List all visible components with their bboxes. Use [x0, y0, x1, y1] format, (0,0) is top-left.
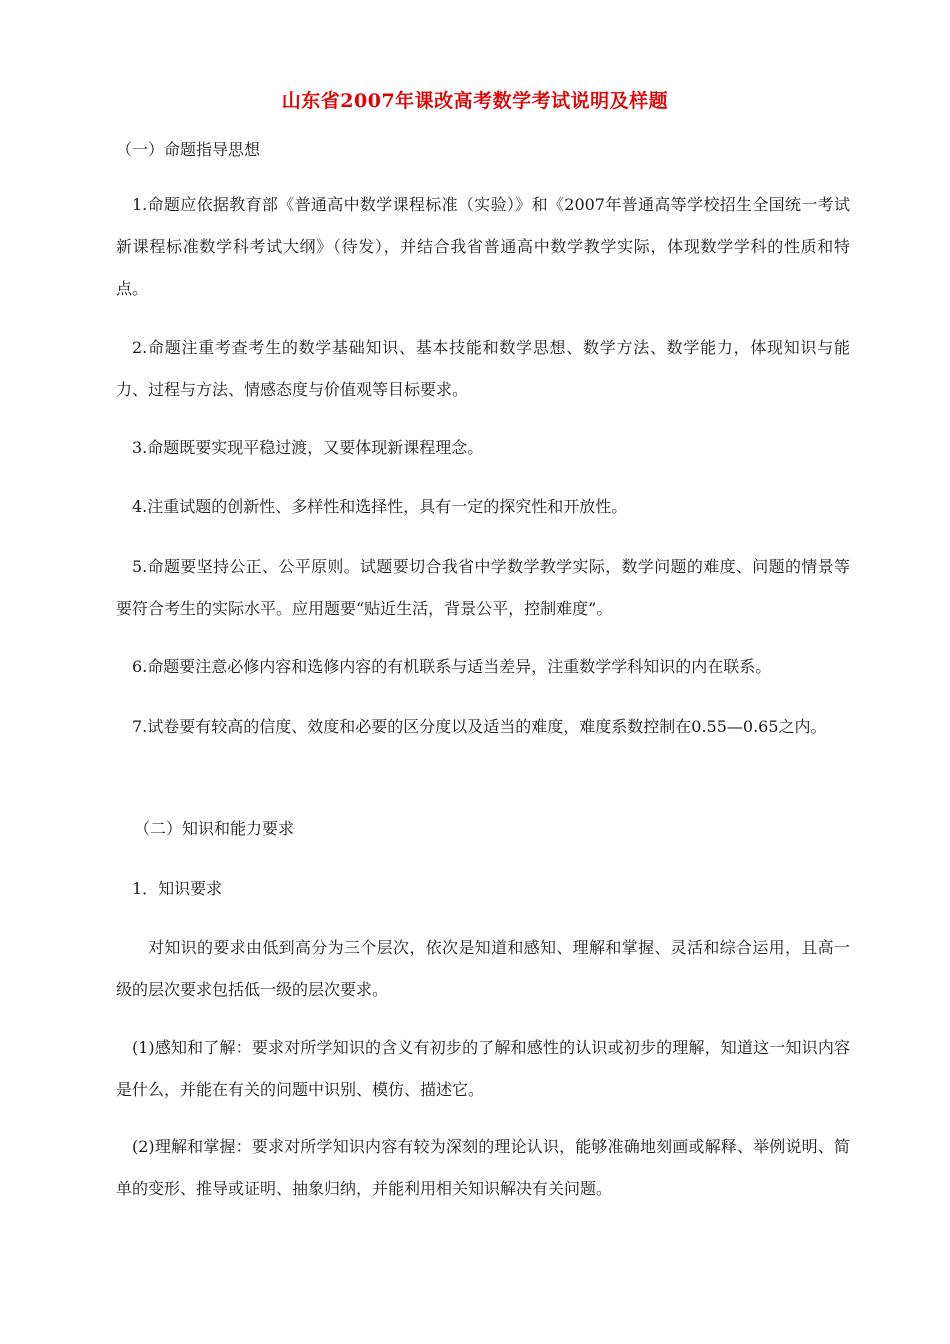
paragraph-principle-5: 5.命题要坚持公正、公平原则。试题要切合我省中学数学教学实际，数学问题的难度、问题的情景等要符合考生的实际水平。应用题要“贴近生活，背景公平，控制难度”。 [116, 557, 850, 618]
paragraph-knowledge-levels: 对知识的要求由低到高分为三个层次，依次是知道和感知、理解和掌握、灵活和综合运用，且高一级的层次要求包括低一级的层次要求。 [116, 938, 850, 999]
paragraph-principle-3: 3.命题既要实现平稳过渡，又要体现新课程理念。 [132, 438, 484, 457]
paragraph-level-perceive: (1)感知和了解：要求对所学知识的含义有初步的了解和感性的认识或初步的理解，知道这一知识内容是什么，并能在有关的问题中识别、模仿、描述它。 [116, 1038, 850, 1099]
section-heading-knowledge-ability: （二）知识和能力要求 [134, 819, 295, 838]
paragraph-principle-6: 6.命题要注意必修内容和选修内容的有机联系与适当差异，注重数学学科知识的内在联系。 [132, 657, 772, 676]
paragraph-principle-7: 7.试卷要有较高的信度、效度和必要的区分度以及适当的难度，难度系数控制在0.55—0.65之内。 [132, 717, 827, 736]
paragraph-principle-4: 4.注重试题的创新性、多样性和选择性，具有一定的探究性和开放性。 [132, 497, 628, 516]
section-heading-guiding-principles: （一）命题指导思想 [116, 140, 261, 159]
paragraph-principle-1: 1.命题应依据教育部《普通高中数学课程标准（实验）》和《2007年普通高等学校招生全国统一考试新课程标准数学科考试大纲》（待发），并结合我省普通高中数学教学实际，体现数学学科的性质和特点。 [116, 195, 850, 298]
document-title: 山东省2007年课改高考数学考试说明及样题 [281, 90, 669, 112]
subsection-heading-knowledge: 1．知识要求 [132, 879, 223, 898]
paragraph-principle-2: 2.命题注重考查考生的数学基础知识、基本技能和数学思想、数学方法、数学能力，体现知识与能力、过程与方法、情感态度与价值观等目标要求。 [116, 338, 850, 399]
paragraph-level-understand: (2)理解和掌握：要求对所学知识内容有较为深刻的理论认识，能够准确地刻画或解释、举例说明、简单的变形、推导或证明、抽象归纳，并能利用相关知识解决有关问题。 [116, 1137, 850, 1198]
